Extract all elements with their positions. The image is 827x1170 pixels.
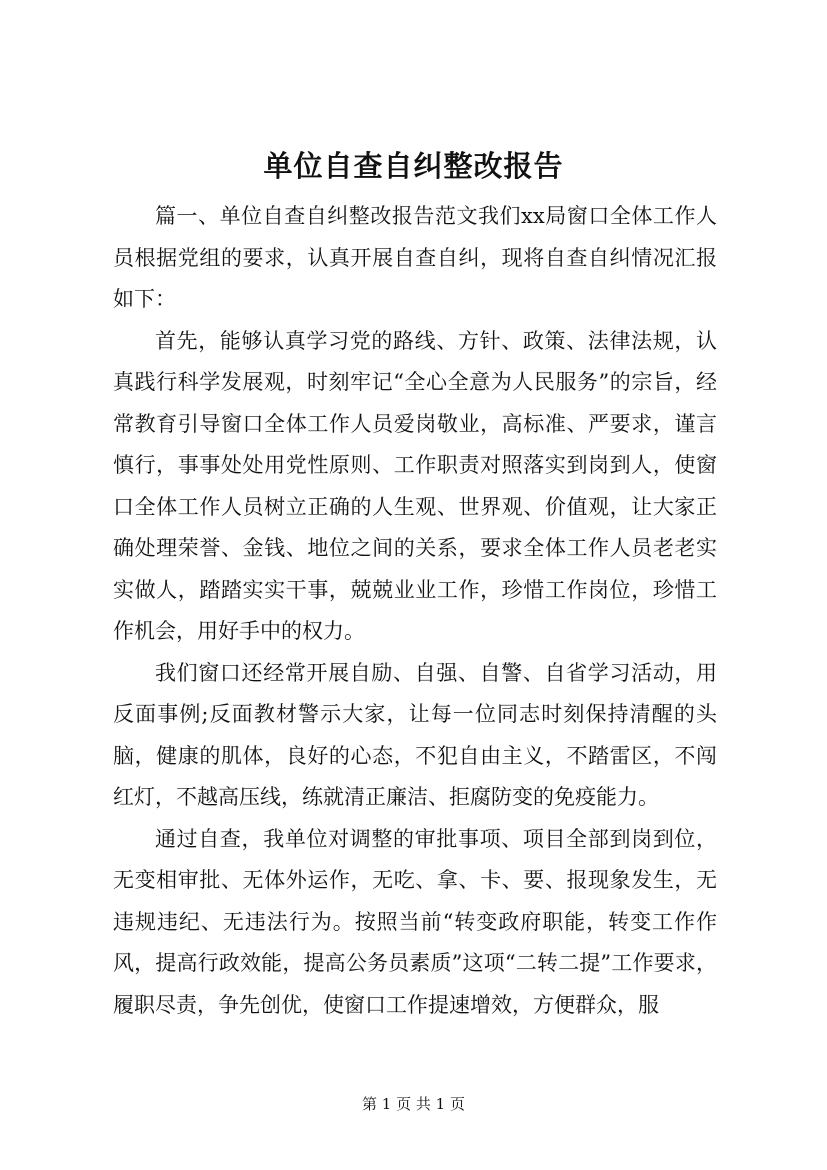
paragraph-intro: 篇一、单位自查自纠整改报告范文我们xx局窗口全体工作人员根据党组的要求，认真开展自查自纠，现将自查自纠情况汇报如下： [113, 204, 717, 311]
page-number-footer: 第 1 页 共 1 页 [362, 1095, 465, 1113]
paragraph-study: 首先，能够认真学习党的路线、方针、政策、法律法规，认真践行科学发展观，时刻牢记“全心全意为人民服务”的宗旨，经常教育引导窗口全体工作人员爱岗敬业，高标准、严要求，谨言慎行，事事处处用党性原则、工作职责对照落实到岗到人，使窗口全体工作人员树立正确的人生观、世界观、价值观，让大家正确处理荣誉、金钱、地位之间的关系，要求全体工作人员老老实实做人，踏踏实实干事，兢兢业业工作，珍惜工作岗位，珍惜工作机会，用好手中的权力。 [113, 328, 717, 643]
paragraph-self-check: 通过自查，我单位对调整的审批事项、项目全部到岗到位，无变相审批、无体外运作，无吃、拿、卡、要、报现象发生，无违规违纪、无违法行为。按照当前“转变政府职能，转变工作作风，提高行政效能，提高公务员素质”这项“二转二提”工作要求，履职尽责，争先创优，使窗口工作提速增效，方便群众，服 [113, 826, 717, 1017]
document-title: 单位自查自纠整改报告 [263, 149, 564, 183]
paragraph-activities: 我们窗口还经常开展自励、自强、自警、自省学习活动，用反面事例;反面教材警示大家，让每一位同志时刻保持清醒的头脑，健康的肌体，良好的心态，不犯自由主义，不踏雷区，不闯红灯，不越高压线，练就清正廉洁、拒腐防变的免疫能力。 [113, 660, 717, 809]
document-body [113, 196, 717, 1026]
